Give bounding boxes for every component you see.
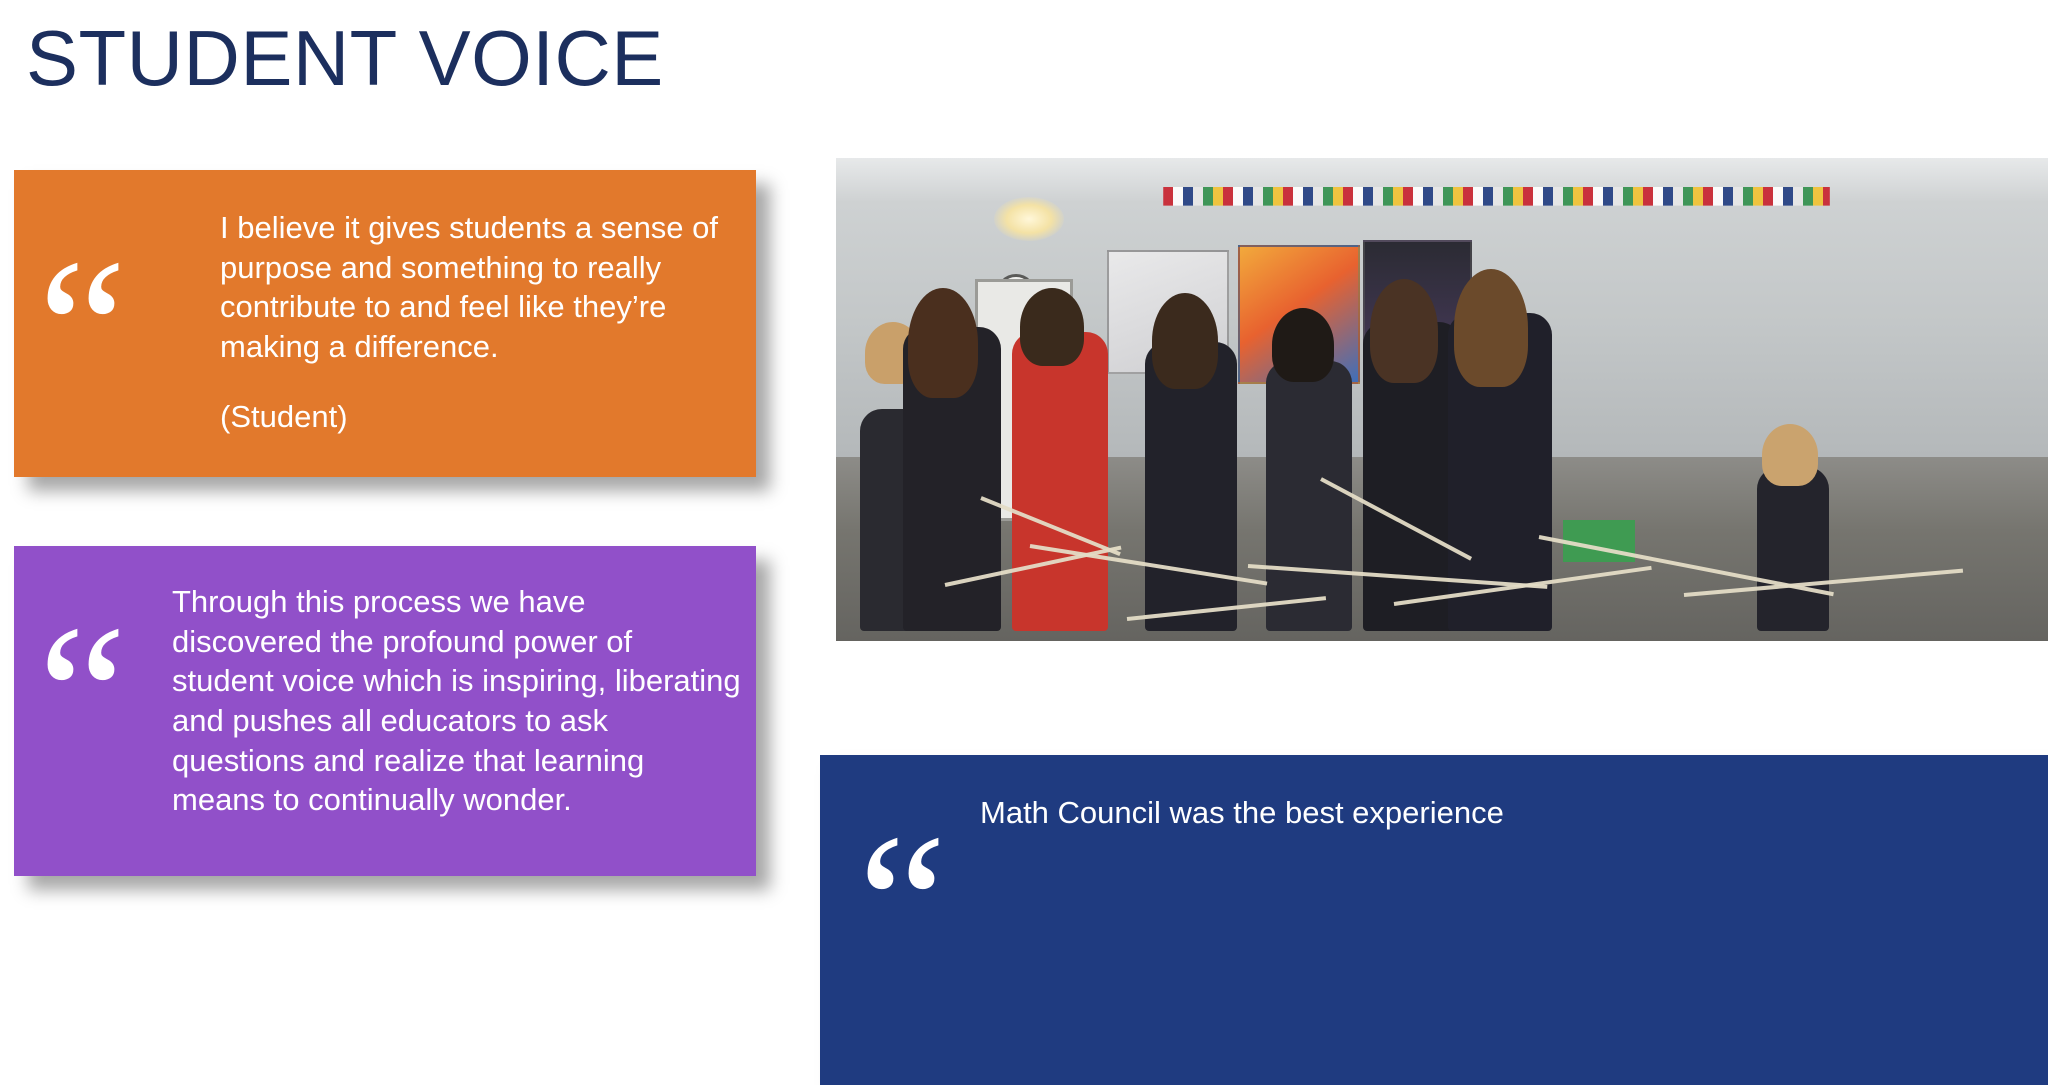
page-title: STUDENT VOICE [26,14,664,102]
photo-student-4-hair [1152,293,1218,389]
classroom-photo [836,158,2048,641]
quote-card-blue [820,755,2048,1085]
photo-student-5 [1266,361,1352,631]
photo-ceiling-lamp [994,197,1064,241]
photo-student-8-hair [1762,424,1818,486]
quote-text: Through this process we have discovered the profound power of student voice which is inspiring, liberating and pushes all educators to ask questions and realize that learning means to continually wonder. [172,584,741,818]
photo-student-3-hair [1020,288,1084,366]
quote-card-orange [14,170,756,477]
quote-mark-icon: “ [858,794,947,1015]
quote-text: I believe it gives students a sense of purpose and something to really contribute to and feel like they’re making a difference. [220,210,719,365]
quote-card-purple [14,546,756,876]
photo-student-6-hair [1370,279,1438,383]
quote-attribution: (Student) [220,399,348,434]
photo-student-7-hair [1454,269,1528,387]
quote-text: Math Council was the best experience [980,795,1504,830]
quote-mark-icon: “ [38,585,127,806]
photo-student-8 [1757,467,1829,631]
photo-student-3 [1012,332,1108,631]
quote-mark-icon: “ [38,219,127,440]
photo-student-5-hair [1272,308,1334,382]
photo-student-2-hair [908,288,978,398]
